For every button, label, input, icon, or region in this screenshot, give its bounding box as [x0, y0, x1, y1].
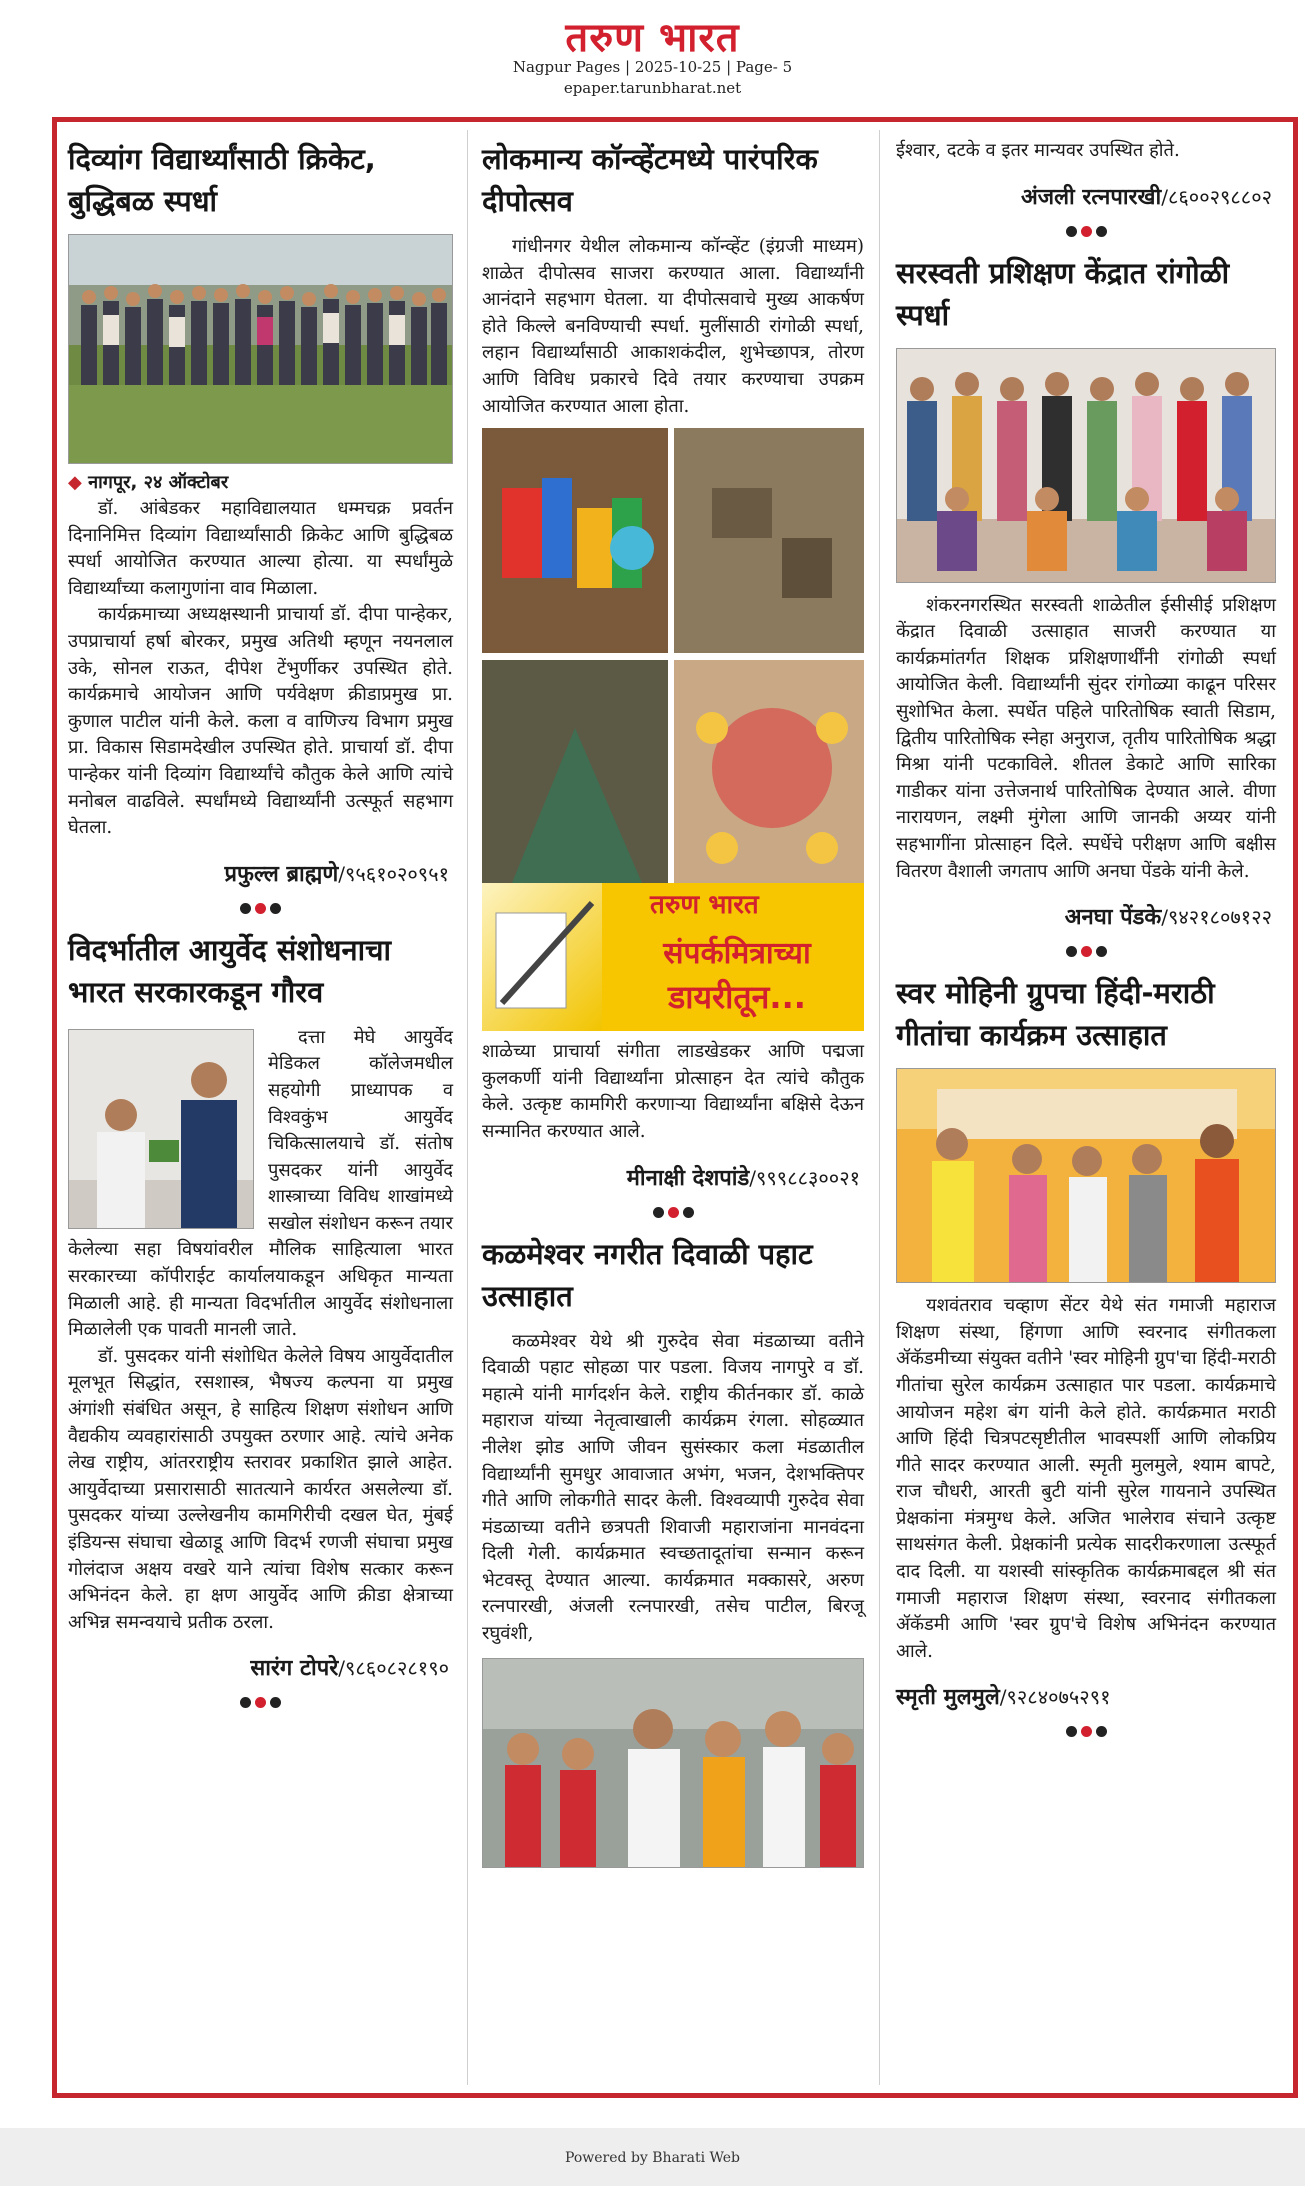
paragraph: कळमेश्वर येथे श्री गुरुदेव सेवा मंडळाच्या वतीने दिवाळी पहाट सोहळा पार पडला. विजय नागपुरे व डॉ. महात्मे यांनी मार्गदर्शन केले. राष्ट्रीय कीर्तनकार डॉ. काळे महाराज यांच्या नेतृत्वाखाली कार्यक्रम रंगला. सोहळ्यात नीलेश झोड आणि जीवन सुसंस्कार कला मंडळातील विद्यार्थ्यांनी सुमधुर आवाजात अभंग, भजन, देशभक्तिपर गीते आणि लोकगीते सादर केली. विश्वव्यापी गुरुदेव सेवा मंडळाच्या वतीने छत्रपती शिवाजी महाराजांना मानवंदना दिली गेली. कार्यक्रमात स्वच्छतादूतांचा सन्मान करून भेटवस्तू देण्यात आल्या. कार्यक्रमात मक्कासरे, अरुण रत्नपारखी, अंजली रत्नपारखी, तसेच पाटील, बिरजू रघुवंशी,: [482, 1330, 864, 1645]
logo-text: तरुण भारत: [565, 15, 740, 61]
article-diwali-pahat: [482, 1233, 864, 1868]
byline-phone: /८६००२९८८०२: [1161, 184, 1272, 209]
article-divyang-sports: [68, 138, 453, 919]
article-body: [68, 1025, 453, 1637]
column-1: [68, 128, 453, 1719]
rangoli-group-photo: [897, 349, 1276, 583]
byline: [896, 1681, 1272, 1711]
paragraph: डॉ. आंबेडकर महाविद्यालयात धम्मचक्र प्रवर्तन दिनानिमित्त दिव्यांग विद्यार्थ्यांसाठी क्रिकेट आणि बुद्धिबळ स्पर्धा आयोजित करण्यात आल्या होत्या. या स्पर्धांमुळे विद्यार्थ्यांच्या कलागुणांना वाव मिळाला.: [68, 498, 453, 599]
headline: स्वर मोहिनी ग्रुपचा हिंदी-मराठी गीतांचा कार्यक्रम उत्साहात: [896, 976, 1215, 1053]
paragraph: ईश्वार, दटके व इतर मान्यवर उपस्थित होते.: [896, 140, 1180, 161]
article-deepotsav: [482, 138, 864, 1223]
headline: दिव्यांग विद्यार्थ्यांसाठी क्रिकेट, बुद्धिबळ स्पर्धा: [68, 142, 376, 218]
separator-dots: [896, 221, 1276, 242]
newspaper-logo[interactable]: [525, 10, 780, 62]
headline: लोकमान्य कॉन्व्हेंटमध्ये पारंपरिक दीपोत्सव: [482, 142, 818, 218]
byline-name: प्रफुल्ल ब्राह्मणे: [224, 861, 339, 887]
separator-dots: [68, 898, 453, 919]
cricket-group-photo: [69, 235, 453, 464]
headline: विदर्भातील आयुर्वेद संशोधनाचा भारत सरकारकडून गौरव: [68, 932, 392, 1009]
diwali-pahat-photo: [483, 1659, 864, 1868]
article-photo: [68, 234, 453, 464]
byline-phone: /९९९८८३००२१: [749, 1165, 860, 1190]
paragraph: शाळेच्या प्राचार्या संगीता लाडखेडकर आणि पद्मजा कुलकर्णी यांनी विद्यार्थ्यांना प्रोत्साहन देत त्यांचे कौतुक केले. उत्कृष्ट कामगिरी करणाऱ्या विद्यार्थ्यांना बक्षिसे देऊन सन्मानित करण्यात आले.: [482, 1041, 864, 1142]
pen-diary-icon: [482, 883, 602, 1031]
powered-by-link[interactable]: Powered by Bharati Web: [565, 2150, 740, 2166]
separator-dots: [896, 1721, 1276, 1742]
byline-name: सारंग टोपरे: [250, 1656, 339, 1682]
dateline: [68, 470, 453, 494]
column-divider: [467, 130, 468, 2085]
paragraph: गांधीनगर येथील लोकमान्य कॉन्व्हेंट (इंग्रजी माध्यम) शाळेत दीपोत्सव साजरा करण्यात आला. विद्यार्थ्यांनी आनंदाने सहभाग घेतला. या दीपोत्सवाचे मुख्य आकर्षण होते किल्ले बनविण्याची स्पर्धा. मुलींसाठी रांगोळी स्पर्धा, लहान विद्यार्थ्यांसाठी आकाशकंदील, शुभेच्छापत्र, तोरण आणि विविध प्रकारचे दिवे तयार करण्याचा उपक्रम आयोजित करण्यात आला होता.: [482, 236, 864, 417]
award-photo: [69, 1030, 254, 1229]
paragraph: डॉ. पुसदकर यांनी संशोधित केलेले विषय आयुर्वेदातील मूलभूत सिद्धांत, रसशास्त्र, भैषज्य कल्पना या प्रमुख अंगांशी संबंधित असून, हे साहित्य शिक्षण संशोधन आणि वैद्यकीय व्यवहारांसाठी उपयुक्त ठरणार आहे. त्यांचे अनेक लेख राष्ट्रीय, आंतरराष्ट्रीय स्तरावर प्रकाशित झाले आहेत. आयुर्वेदाच्या प्रसारासाठी सातत्याने कार्यरत असलेल्या डॉ. पुसदकर यांच्या उल्लेखनीय कामगिरीची दखल घेत, मुंबई इंडियन्स संघाचा खेळाडू आणि विदर्भ रणजी संघाचा प्रमुख गोलंदाज अक्षय वखरे याने त्यांचा विशेष सत्कार करून अभिनंदन केले. हा क्षण आयुर्वेद आणि क्रीडा क्षेत्राच्या अभिन्न समन्वयाचे प्रतीक ठरला.: [68, 1345, 453, 1633]
article-rangoli: [896, 252, 1276, 963]
masthead: [0, 0, 1305, 110]
article-photo: [68, 1029, 254, 1229]
byline-name: मीनाक्षी देशपांडे: [626, 1165, 750, 1191]
byline: [896, 901, 1272, 931]
paragraph: कार्यक्रमाच्या अध्यक्षस्थानी प्राचार्या डॉ. दीपा पान्हेकर, उपप्राचार्या हर्षा बोरकर, प्रमुख अतिथी म्हणून नयनलाल उके, सोनल राऊत, दीपेश टेंभुर्णीकर उपस्थित होते. कार्यक्रमाचे आयोजन आणि पर्यवेक्षण क्रीडाप्रमुख प्रा. कुणाल पाटील यांनी केले. कला व वाणिज्य विभाग प्रमुख प्रा. विकास सिडामदेखील उपस्थित होते. प्राचार्या डॉ. दीपा पान्हेकर यांनी दिव्यांग विद्यार्थ्यांचे कौतुक केले आणि त्यांचे मनोबल वाढविले. स्पर्धांमध्ये विद्यार्थ्यांनी उत्स्फूर्त सहभाग घेतला.: [68, 604, 453, 839]
byline-name: अंजली रत्नपारखी: [1020, 184, 1162, 210]
column-2: [482, 128, 864, 1868]
byline-name: स्मृती मुलमुले: [896, 1685, 1000, 1711]
footer: [0, 2128, 1305, 2186]
deepotsav-collage: [482, 428, 864, 883]
epaper-url[interactable]: epaper.tarunbharat.net: [563, 79, 742, 97]
article-continued: [896, 138, 1276, 242]
diamond-icon: ◆: [68, 472, 82, 493]
byline-phone: /९४२१८०७१२२: [1161, 905, 1272, 930]
byline: [896, 181, 1272, 211]
concert-group-photo: [897, 1069, 1276, 1283]
column-3: [896, 128, 1276, 1748]
dateline-text: नागपूर, २४ ऑक्टोबर: [88, 472, 229, 493]
byline: [68, 1652, 449, 1682]
headline: कळमेश्वर नगरीत दिवाळी पहाट उत्साहात: [482, 1236, 813, 1313]
article-swar-mohini: [896, 972, 1276, 1742]
samparkmitra-banner: [482, 883, 864, 1031]
byline-phone: /९८६०८२८१९०: [338, 1656, 449, 1681]
article-photo: [896, 348, 1276, 583]
byline: [482, 1162, 860, 1192]
article-photo: [896, 1068, 1276, 1283]
headline: सरस्वती प्रशिक्षण केंद्रात रांगोळी स्पर्धा: [896, 255, 1230, 332]
byline-phone: /९५६१०२०९५१: [338, 861, 449, 886]
byline: [68, 858, 449, 888]
article-photo-collage: [482, 428, 864, 883]
paragraph: शंकरनगरस्थित सरस्वती शाळेतील ईसीसीई प्रशिक्षण केंद्रात दिवाळी उत्साहात साजरी करण्यात या कार्यक्रमांतर्गत शिक्षक प्रशिक्षणार्थींनी रांगोळी स्पर्धा आयोजित केली. विद्यार्थ्यांनी सुंदर रांगोळ्या काढून परिसर सुशोभित केला. स्पर्धेत पहिले पारितोषिक स्वाती सिडाम, द्वितीय पारितोषिक स्नेहा अनुराज, तृतीय पारितोषिक श्रद्धा मिश्रा यांनी पटकाविले. शीतल डेकाटे आणि सारिका गाडीकर यांना उत्तेजनार्थ पारितोषिक देण्यात आले. वीणा नारायणन, लक्ष्मी मुंगेला आणि जानकी अय्यर यांनी सहभागींना प्रोत्साहन दिले. स्पर्धेचे परीक्षण आणि बक्षीस वितरण वैशाली जगताप आणि अनघा पेंडके यांनी केले.: [896, 594, 1276, 882]
column-divider: [879, 130, 880, 2085]
separator-dots: [896, 941, 1276, 962]
banner-line-1: संपर्कमित्राच्या: [663, 936, 811, 972]
byline-name: अनघा पेंडके: [1064, 905, 1162, 931]
edition-info: Nagpur Pages | 2025-10-25 | Page- 5: [512, 58, 793, 76]
article-photo: [482, 1658, 864, 1868]
paragraph: दत्ता मेघे आयुर्वेद मेडिकल कॉलेजमधील सहयोगी प्राध्यापक व विश्वकुंभ आयुर्वेद चिकित्सालयाचे डॉ. संतोष पुसदकर यांनी आयुर्वेद शास्त्राच्या विविध शाखांमध्ये सखोल संशोधन करून तयार केलेल्या सहा विषयांवरील मौलिक साहित्याला भारत सरकारच्या कॉपीराईट कार्यालयाकडून अधिकृत मान्यता मिळाली आहे. ही मान्यता विदर्भातील आयुर्वेद संशोधनाला मिळालेली एक पावती मानली जाते.: [68, 1026, 453, 1341]
article-ayurveda-research: [68, 929, 453, 1714]
separator-dots: [482, 1202, 864, 1223]
separator-dots: [68, 1692, 453, 1713]
banner-line-2: डायरीतून...: [668, 978, 806, 1017]
banner-brand: तरुण भारत: [650, 890, 759, 921]
paragraph: यशवंतराव चव्हाण सेंटर येथे संत गमाजी महाराज शिक्षण संस्था, हिंगणा आणि स्वरनाद संगीतकला ॲकॅडमीच्या संयुक्त वतीने 'स्वर मोहिनी ग्रुप'चा हिंदी-मराठी गीतांचा सुरेल कार्यक्रम उत्साहात पार पडला. कार्यक्रमाचे आयोजन महेश बंग यांनी केले होते. कार्यक्रमात मराठी आणि हिंदी चित्रपटसृष्टीतील भावस्पर्शी आणि लोकप्रिय गीते सादर करण्यात आली. स्मृती मुलमुले, श्याम बापटे, राज चौधरी, आरती बुटी यांनी सुरेल गायनाने उपस्थित प्रेक्षकांना मंत्रमुग्ध केले. अजित भालेराव संचाने उत्कृष्ट साथसंगत केली. प्रेक्षकांनी प्रत्येक सादरीकरणाला उत्स्फूर्त दाद दिली. या यशस्वी सांस्कृतिक कार्यक्रमाबद्दल श्री संत गमाजी महाराज शिक्षण संस्था, स्वरनाद संगीतकला ॲकॅडमी आणि 'स्वर ग्रुप'चे विशेष अभिनंदन करण्यात आले.: [896, 1295, 1276, 1662]
byline-phone: /९२८४०७५२९१: [999, 1685, 1111, 1710]
